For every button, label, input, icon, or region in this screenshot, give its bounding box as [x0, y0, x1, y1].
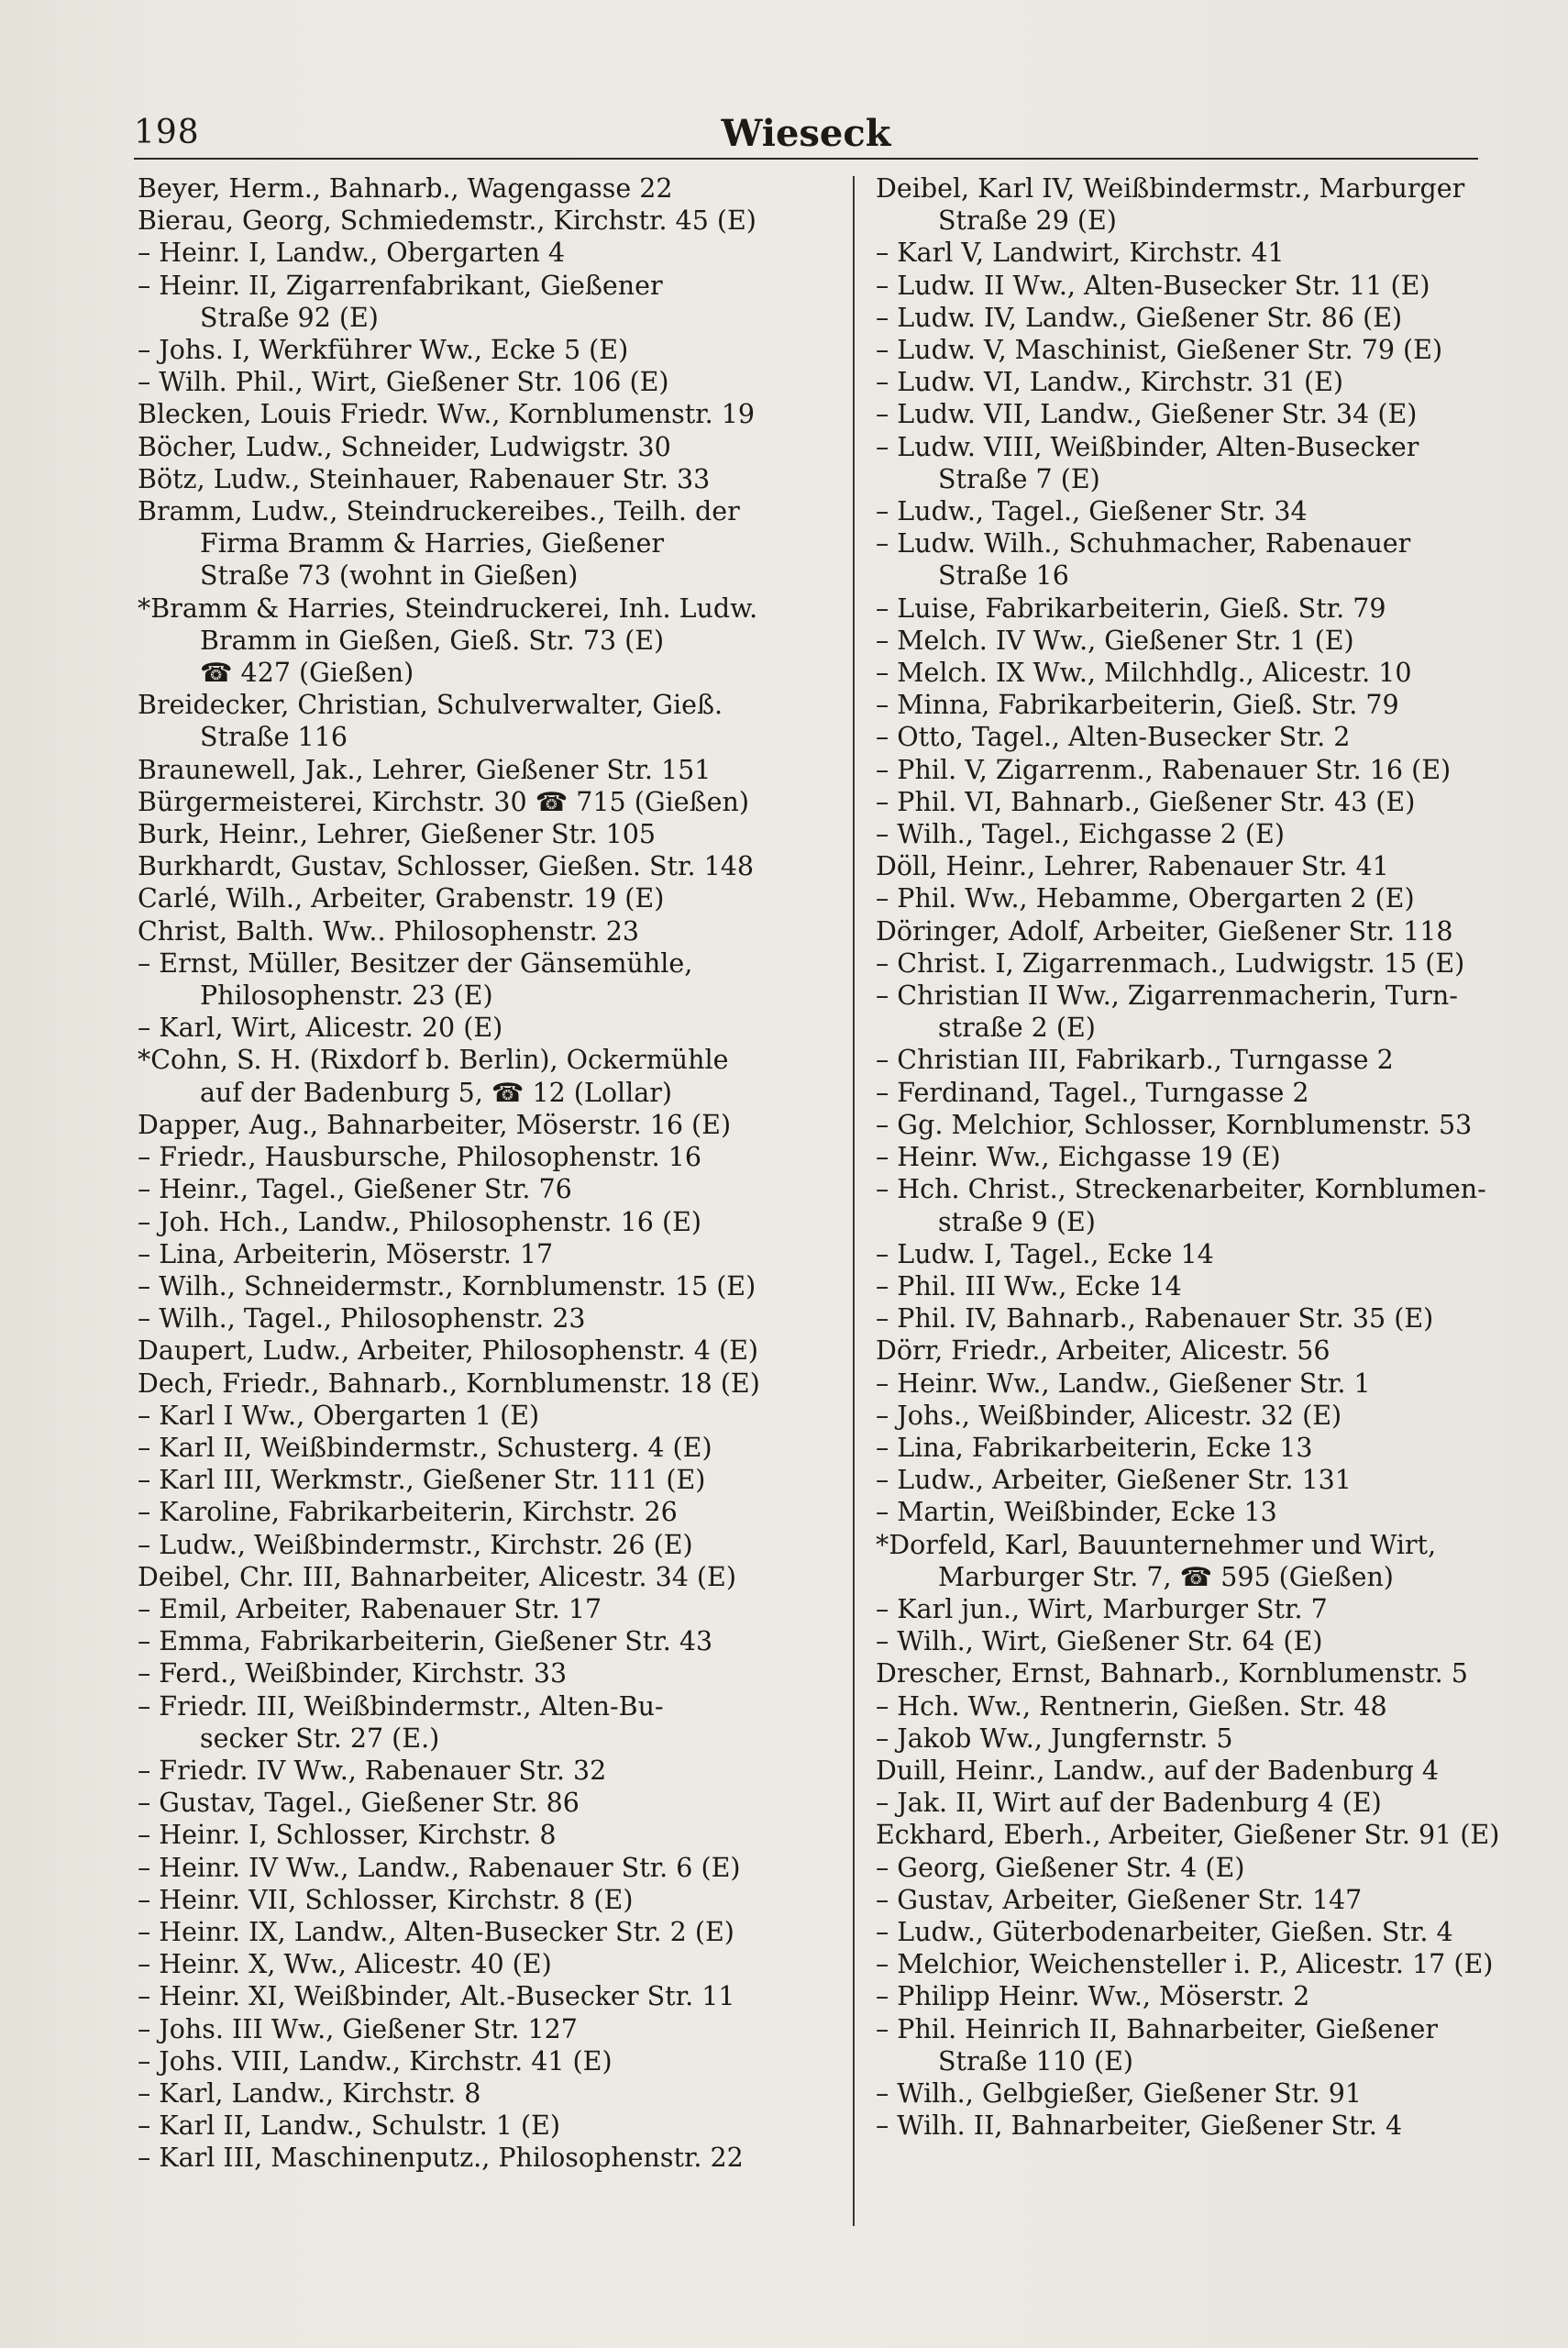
directory-entry — [138, 1593, 779, 1625]
entry-line: Duill, Heinr., Landw., auf der Badenburg 4 — [876, 1755, 1440, 1786]
directory-entry — [876, 302, 1518, 334]
entry-line: – Wilh., Tagel., Eichgasse 2 (E) — [876, 819, 1285, 850]
directory-entry — [876, 1496, 1518, 1528]
entry-line: – Joh. Hch., Landw., Philosophenstr. 16 (E) — [138, 1206, 702, 1237]
entry-line: – Karl III, Maschinenputz., Philosophenstr. 22 — [138, 2143, 744, 2174]
entry-continuation-line: Straße 7 (E) — [938, 463, 1100, 494]
directory-entry — [876, 882, 1518, 914]
directory-entry — [138, 1206, 779, 1238]
entry-line: – Johs., Weißbinder, Alicestr. 32 (E) — [876, 1400, 1342, 1431]
directory-entry — [876, 1819, 1518, 1851]
entry-line: Daupert, Ludw., Arbeiter, Philosophenstr. 4 (E) — [138, 1335, 759, 1367]
directory-entry — [138, 1948, 779, 1980]
directory-entry — [876, 593, 1518, 625]
directory-entry — [138, 882, 779, 914]
header-rule — [134, 158, 1478, 160]
entry-line: – Gg. Melchior, Schlosser, Kornblumenstr. 53 — [876, 1109, 1473, 1140]
directory-entry — [138, 1755, 779, 1787]
entry-line: – Christian III, Fabrikarb., Turngasse 2 — [876, 1045, 1394, 1076]
directory-entry — [876, 1077, 1518, 1109]
entry-line: – Gustav, Arbeiter, Gießener Str. 147 — [876, 1884, 1363, 1915]
entry-line: Eckhard, Eberh., Arbeiter, Gießener Str. 91 (E) — [876, 1820, 1500, 1851]
directory-entry — [876, 1916, 1518, 1948]
entry-line: – Phil. III Ww., Ecke 14 — [876, 1270, 1182, 1301]
entry-line: – Karl, Landw., Kirchstr. 8 — [138, 2077, 481, 2109]
directory-entry — [876, 1044, 1518, 1076]
entry-line: *Cohn, S. H. (Rixdorf b. Berlin), Ockermühle — [138, 1045, 729, 1076]
entry-line: – Phil. IV, Bahnarb., Rabenauer Str. 35 (E) — [876, 1303, 1434, 1335]
directory-entry — [876, 1368, 1518, 1400]
entry-line: – Heinr. I, Schlosser, Kirchstr. 8 — [138, 1820, 557, 1851]
entry-line: – Ludw., Weißbindermstr., Kirchstr. 26 (E) — [138, 1529, 693, 1560]
page-number: 198 — [134, 114, 200, 151]
directory-entry — [876, 1787, 1518, 1819]
directory-entry — [138, 270, 779, 334]
directory-entry — [876, 1722, 1518, 1755]
entry-line: – Johs. I, Werkführer Ww., Ecke 5 (E) — [138, 335, 629, 366]
entry-line: – Ludw. I, Tagel., Ecke 14 — [876, 1238, 1214, 1269]
directory-entry — [138, 2013, 779, 2045]
entry-continuation-line: Straße 73 (wohnt in Gießen) — [200, 560, 579, 592]
directory-entry — [138, 1432, 779, 1464]
directory-entry — [876, 1593, 1518, 1625]
directory-entry — [138, 495, 779, 593]
entry-line: – Karl jun., Wirt, Marburger Str. 7 — [876, 1593, 1328, 1624]
entry-line: – Friedr., Hausbursche, Philosophenstr. 16 — [138, 1142, 702, 1173]
directory-entry — [138, 1884, 779, 1916]
entry-line: – Heinr. IX, Landw., Alten-Busecker Str. 2 (E) — [138, 1916, 734, 1947]
directory-entry — [876, 1270, 1518, 1302]
entry-line: *Bramm & Harries, Steindruckerei, Inh. Ludw. — [138, 593, 758, 624]
directory-entry — [876, 1948, 1518, 1980]
entry-line: – Luise, Fabrikarbeiterin, Gieß. Str. 79 — [876, 593, 1386, 624]
entry-line: – Emil, Arbeiter, Rabenauer Str. 17 — [138, 1593, 602, 1624]
directory-entry — [876, 527, 1518, 592]
directory-entry — [138, 2045, 779, 2077]
entry-continuation-line: Straße 92 (E) — [200, 302, 379, 333]
directory-entry — [876, 366, 1518, 398]
entry-line: – Lina, Arbeiterin, Möserstr. 17 — [138, 1238, 554, 1269]
entry-line: – Otto, Tagel., Alten-Busecker Str. 2 — [876, 722, 1351, 753]
directory-entry — [138, 1657, 779, 1689]
directory-entry — [138, 1561, 779, 1593]
directory-entry — [138, 1464, 779, 1496]
entry-line: – Johs. VIII, Landw., Kirchstr. 41 (E) — [138, 2045, 613, 2077]
entry-line: Carlé, Wilh., Arbeiter, Grabenstr. 19 (E) — [138, 883, 665, 914]
entry-line: – Ludw. IV, Landw., Gießener Str. 86 (E) — [876, 302, 1403, 333]
entry-continuation-line: Philosophenstr. 23 (E) — [200, 980, 493, 1012]
directory-entry — [138, 1044, 779, 1108]
entry-line: Deibel, Karl IV, Weißbindermstr., Marburger — [876, 173, 1465, 204]
directory-entry — [138, 1400, 779, 1432]
entry-line: Dapper, Aug., Bahnarbeiter, Möserstr. 16 (E) — [138, 1109, 732, 1140]
entry-line: Burkhardt, Gustav, Schlosser, Gießen. Str. 148 — [138, 851, 754, 882]
entry-line: – Ludw. Wilh., Schuhmacher, Rabenauer — [876, 528, 1411, 559]
directory-entry — [876, 689, 1518, 721]
entry-line: – Karl II, Landw., Schulstr. 1 (E) — [138, 2110, 560, 2142]
directory-entry — [876, 334, 1518, 366]
entry-line: – Phil. Ww., Hebamme, Obergarten 2 (E) — [876, 883, 1415, 914]
entry-line: – Philipp Heinr. Ww., Möserstr. 2 — [876, 1981, 1310, 2012]
entry-continuation-line: straße 9 (E) — [938, 1206, 1096, 1237]
entry-continuation-line: Marburger Str. 7, ☎ 595 (Gießen) — [938, 1561, 1394, 1592]
entry-line: Bötz, Ludw., Steinhauer, Rabenauer Str. 33 — [138, 463, 711, 494]
directory-entry — [876, 1109, 1518, 1141]
entry-line: – Wilh., Gelbgießer, Gießener Str. 91 — [876, 2077, 1363, 2109]
entry-line: – Heinr. X, Ww., Alicestr. 40 (E) — [138, 1949, 552, 1980]
entry-line: – Phil. V, Zigarrenm., Rabenauer Str. 16 (E) — [876, 754, 1452, 785]
directory-entry — [876, 495, 1518, 527]
directory-entry — [876, 1141, 1518, 1173]
directory-entry — [876, 431, 1518, 495]
entry-line: Deibel, Chr. III, Bahnarbeiter, Alicestr. 34 (E) — [138, 1561, 736, 1592]
directory-entry — [876, 1884, 1518, 1916]
entry-line: – Martin, Weißbinder, Ecke 13 — [876, 1497, 1277, 1528]
page-header — [134, 108, 1478, 163]
entry-line: – Ludw. VIII, Weißbinder, Alten-Busecker — [876, 431, 1419, 462]
directory-entry — [138, 754, 779, 786]
directory-entry — [876, 1529, 1518, 1593]
entry-line: – Karl III, Werkmstr., Gießener Str. 111 (E) — [138, 1465, 706, 1496]
directory-entry — [138, 398, 779, 430]
entry-line: Drescher, Ernst, Bahnarb., Kornblumenstr. 5 — [876, 1658, 1468, 1689]
entry-line: Böcher, Ludw., Schneider, Ludwigstr. 30 — [138, 431, 671, 462]
entry-line: Blecken, Louis Friedr. Ww., Kornblumenstr. 19 — [138, 399, 756, 430]
entry-line: – Ludw., Güterbodenarbeiter, Gießen. Str. 4 — [876, 1916, 1453, 1947]
directory-entry — [138, 334, 779, 366]
directory-entry — [138, 172, 779, 205]
directory-entry — [138, 1270, 779, 1302]
entry-line: – Ferdinand, Tagel., Turngasse 2 — [876, 1077, 1309, 1108]
directory-entry — [138, 2077, 779, 2110]
directory-entry — [138, 947, 779, 1012]
directory-entry — [876, 850, 1518, 882]
entry-line: Dörr, Friedr., Arbeiter, Alicestr. 56 — [876, 1335, 1331, 1367]
directory-entry — [876, 1302, 1518, 1335]
directory-entry — [138, 786, 779, 818]
entry-line: – Ludw. VII, Landw., Gießener Str. 34 (E) — [876, 399, 1418, 430]
directory-entry — [138, 2110, 779, 2142]
entry-line: – Christian II Ww., Zigarrenmacherin, Turn- — [876, 980, 1458, 1012]
directory-entry — [876, 1755, 1518, 1787]
entry-continuation-line: Bramm in Gießen, Gieß. Str. 73 (E) — [200, 625, 665, 656]
entry-line: *Dorfeld, Karl, Bauunternehmer und Wirt, — [876, 1529, 1437, 1560]
entry-line: – Hch. Christ., Streckenarbeiter, Kornblumen- — [876, 1174, 1486, 1205]
directory-entry — [876, 980, 1518, 1044]
entry-line: Christ, Balth. Ww.. Philosophenstr. 23 — [138, 915, 640, 947]
entry-continuation-line: auf der Badenburg 5, ☎ 12 (Lollar) — [200, 1077, 672, 1108]
directory-entry — [138, 1529, 779, 1561]
directory-entry — [138, 689, 779, 753]
directory-entry — [876, 2110, 1518, 2142]
running-title: Wieseck — [721, 112, 891, 155]
directory-entry — [138, 1302, 779, 1335]
entry-line: – Heinr. VII, Schlosser, Kirchstr. 8 (E) — [138, 1884, 634, 1915]
column-divider — [853, 176, 855, 2226]
directory-entry — [876, 1657, 1518, 1689]
directory-entry — [876, 1690, 1518, 1722]
directory-entry — [138, 1916, 779, 1948]
entry-line: – Friedr. IV Ww., Rabenauer Str. 32 — [138, 1755, 607, 1786]
entry-line: Braunewell, Jak., Lehrer, Gießener Str. 151 — [138, 754, 712, 785]
entry-line: – Heinr., Tagel., Gießener Str. 76 — [138, 1174, 572, 1205]
entry-line: Bürgermeisterei, Kirchstr. 30 ☎ 715 (Gießen) — [138, 786, 749, 817]
entry-line: – Lina, Fabrikarbeiterin, Ecke 13 — [876, 1432, 1313, 1463]
entry-line: – Wilh., Wirt, Gießener Str. 64 (E) — [876, 1626, 1323, 1657]
directory-entry — [876, 657, 1518, 689]
directory-entry — [876, 1980, 1518, 2012]
entry-continuation-line: straße 2 (E) — [938, 1013, 1096, 1044]
directory-entry — [876, 1173, 1518, 1237]
entry-line: – Heinr. II, Zigarrenfabrikant, Gießener — [138, 270, 663, 301]
directory-entry — [138, 431, 779, 463]
entry-line: – Hch. Ww., Rentnerin, Gießen. Str. 48 — [876, 1690, 1387, 1722]
entry-line: Bramm, Ludw., Steindruckereibes., Teilh. der — [138, 496, 740, 527]
entry-line: – Phil. VI, Bahnarb., Gießener Str. 43 (E) — [876, 786, 1416, 817]
directory-entry — [876, 721, 1518, 753]
directory-entry — [876, 818, 1518, 850]
directory-entry — [138, 1109, 779, 1141]
directory-entry — [138, 1368, 779, 1400]
entry-line: – Heinr. I, Landw., Obergarten 4 — [138, 238, 566, 269]
directory-entry — [876, 1400, 1518, 1432]
directory-entry — [138, 237, 779, 269]
directory-entry — [138, 1173, 779, 1205]
entry-line: Dech, Friedr., Bahnarb., Kornblumenstr. 18 (E) — [138, 1368, 760, 1399]
directory-entry — [138, 1238, 779, 1270]
directory-entry — [138, 1852, 779, 1884]
entry-line: – Gustav, Tagel., Gießener Str. 86 — [138, 1788, 580, 1819]
entry-line: – Karl, Wirt, Alicestr. 20 (E) — [138, 1013, 503, 1044]
right-column — [876, 172, 1518, 2142]
directory-entry — [876, 1852, 1518, 1884]
entry-line: – Johs. III Ww., Gießener Str. 127 — [138, 2013, 578, 2044]
directory-entry — [876, 754, 1518, 786]
entry-line: – Heinr. Ww., Landw., Gießener Str. 1 — [876, 1368, 1371, 1399]
entry-continuation-line: Straße 116 — [200, 722, 348, 753]
entry-continuation-line: ☎ 427 (Gießen) — [200, 658, 414, 689]
entry-line: – Melch. IX Ww., Milchhdlg., Alicestr. 10 — [876, 658, 1412, 689]
entry-line: Breidecker, Christian, Schulverwalter, Gieß. — [138, 690, 723, 721]
entry-continuation-line: Firma Bramm & Harries, Gießener — [200, 528, 665, 559]
directory-entry — [138, 205, 779, 237]
entry-line: – Ludw. VI, Landw., Kirchstr. 31 (E) — [876, 367, 1344, 398]
directory-entry — [138, 366, 779, 398]
directory-entry — [138, 1690, 779, 1755]
entry-line: – Ludw. II Ww., Alten-Busecker Str. 11 (E) — [876, 270, 1430, 301]
directory-entry — [876, 625, 1518, 657]
directory-entry — [138, 1141, 779, 1173]
directory-entry — [876, 2013, 1518, 2077]
entry-line: – Ferd., Weißbinder, Kirchstr. 33 — [138, 1658, 568, 1689]
entry-line: – Ludw., Arbeiter, Gießener Str. 131 — [876, 1465, 1352, 1496]
entry-line: – Ludw. V, Maschinist, Gießener Str. 79 (E) — [876, 335, 1443, 366]
directory-entry — [138, 1335, 779, 1367]
directory-entry — [138, 818, 779, 850]
entry-line: – Ludw., Tagel., Gießener Str. 34 — [876, 496, 1308, 527]
entry-line: Beyer, Herm., Bahnarb., Wagengasse 22 — [138, 173, 673, 204]
entry-line: – Melchior, Weichensteller i. P., Alicestr. 17 (E) — [876, 1949, 1494, 1980]
entry-line: – Wilh., Tagel., Philosophenstr. 23 — [138, 1303, 586, 1335]
entry-line: – Friedr. III, Weißbindermstr., Alten-Bu- — [138, 1690, 664, 1722]
directory-entry — [876, 270, 1518, 302]
entry-line: Burk, Heinr., Lehrer, Gießener Str. 105 — [138, 819, 656, 850]
entry-line: Döringer, Adolf, Arbeiter, Gießener Str. 118 — [876, 915, 1453, 947]
directory-entry — [876, 786, 1518, 818]
entry-line: – Karl V, Landwirt, Kirchstr. 41 — [876, 238, 1285, 269]
entry-continuation-line: secker Str. 27 (E.) — [200, 1722, 440, 1754]
left-column — [138, 172, 779, 2175]
directory-entry — [138, 915, 779, 947]
entry-line: – Wilh. II, Bahnarbeiter, Gießener Str. 4 — [876, 2110, 1403, 2142]
directory-entry — [138, 1980, 779, 2012]
directory-entry — [876, 172, 1518, 237]
directory-entry — [876, 237, 1518, 269]
directory-entry — [876, 2077, 1518, 2110]
entry-line: – Heinr. Ww., Eichgasse 19 (E) — [876, 1142, 1281, 1173]
entry-line: – Melch. IV Ww., Gießener Str. 1 (E) — [876, 625, 1354, 656]
directory-entry — [876, 1432, 1518, 1464]
directory-entry — [876, 1335, 1518, 1367]
directory-entry — [138, 1625, 779, 1657]
directory-entry — [138, 463, 779, 495]
entry-line: – Phil. Heinrich II, Bahnarbeiter, Gießener — [876, 2013, 1439, 2044]
entry-continuation-line: Straße 110 (E) — [938, 2045, 1134, 2077]
directory-entry — [138, 2142, 779, 2174]
entry-line: – Ernst, Müller, Besitzer der Gänsemühle, — [138, 947, 693, 979]
directory-entry — [138, 1819, 779, 1851]
entry-line: – Christ. I, Zigarrenmach., Ludwigstr. 15 (E) — [876, 947, 1465, 979]
entry-line: – Wilh. Phil., Wirt, Gießener Str. 106 (E) — [138, 367, 669, 398]
directory-entry — [876, 915, 1518, 947]
directory-entry — [876, 398, 1518, 430]
entry-continuation-line: Straße 16 — [938, 560, 1069, 592]
entry-line: – Heinr. XI, Weißbinder, Alt.-Busecker Str. 11 — [138, 1981, 735, 2012]
entry-line: – Jakob Ww., Jungfernstr. 5 — [876, 1722, 1233, 1754]
directory-entry — [876, 1238, 1518, 1270]
directory-entry — [876, 947, 1518, 980]
entry-line: – Jak. II, Wirt auf der Badenburg 4 (E) — [876, 1788, 1382, 1819]
entry-line: – Emma, Fabrikarbeiterin, Gießener Str. 43 — [138, 1626, 713, 1657]
directory-entry — [876, 1464, 1518, 1496]
entry-line: – Karoline, Fabrikarbeiterin, Kirchstr. 26 — [138, 1497, 678, 1528]
entry-line: Bierau, Georg, Schmiedemstr., Kirchstr. 45 (E) — [138, 205, 756, 237]
directory-entry — [138, 593, 779, 690]
entry-line: – Minna, Fabrikarbeiterin, Gieß. Str. 79 — [876, 690, 1399, 721]
directory-entry — [138, 850, 779, 882]
directory-entry — [138, 1012, 779, 1044]
directory-entry — [138, 1496, 779, 1528]
entry-line: – Georg, Gießener Str. 4 (E) — [876, 1852, 1245, 1883]
directory-entry — [138, 1787, 779, 1819]
entry-line: – Karl II, Weißbindermstr., Schusterg. 4 (E) — [138, 1432, 712, 1463]
entry-line: – Wilh., Schneidermstr., Kornblumenstr. 15 (E) — [138, 1270, 756, 1301]
entry-line: – Heinr. IV Ww., Landw., Rabenauer Str. 6 (E) — [138, 1852, 741, 1883]
entry-line: Döll, Heinr., Lehrer, Rabenauer Str. 41 — [876, 851, 1389, 882]
directory-entry — [876, 1625, 1518, 1657]
entry-continuation-line: Straße 29 (E) — [938, 205, 1117, 237]
entry-line: – Karl I Ww., Obergarten 1 (E) — [138, 1400, 540, 1431]
